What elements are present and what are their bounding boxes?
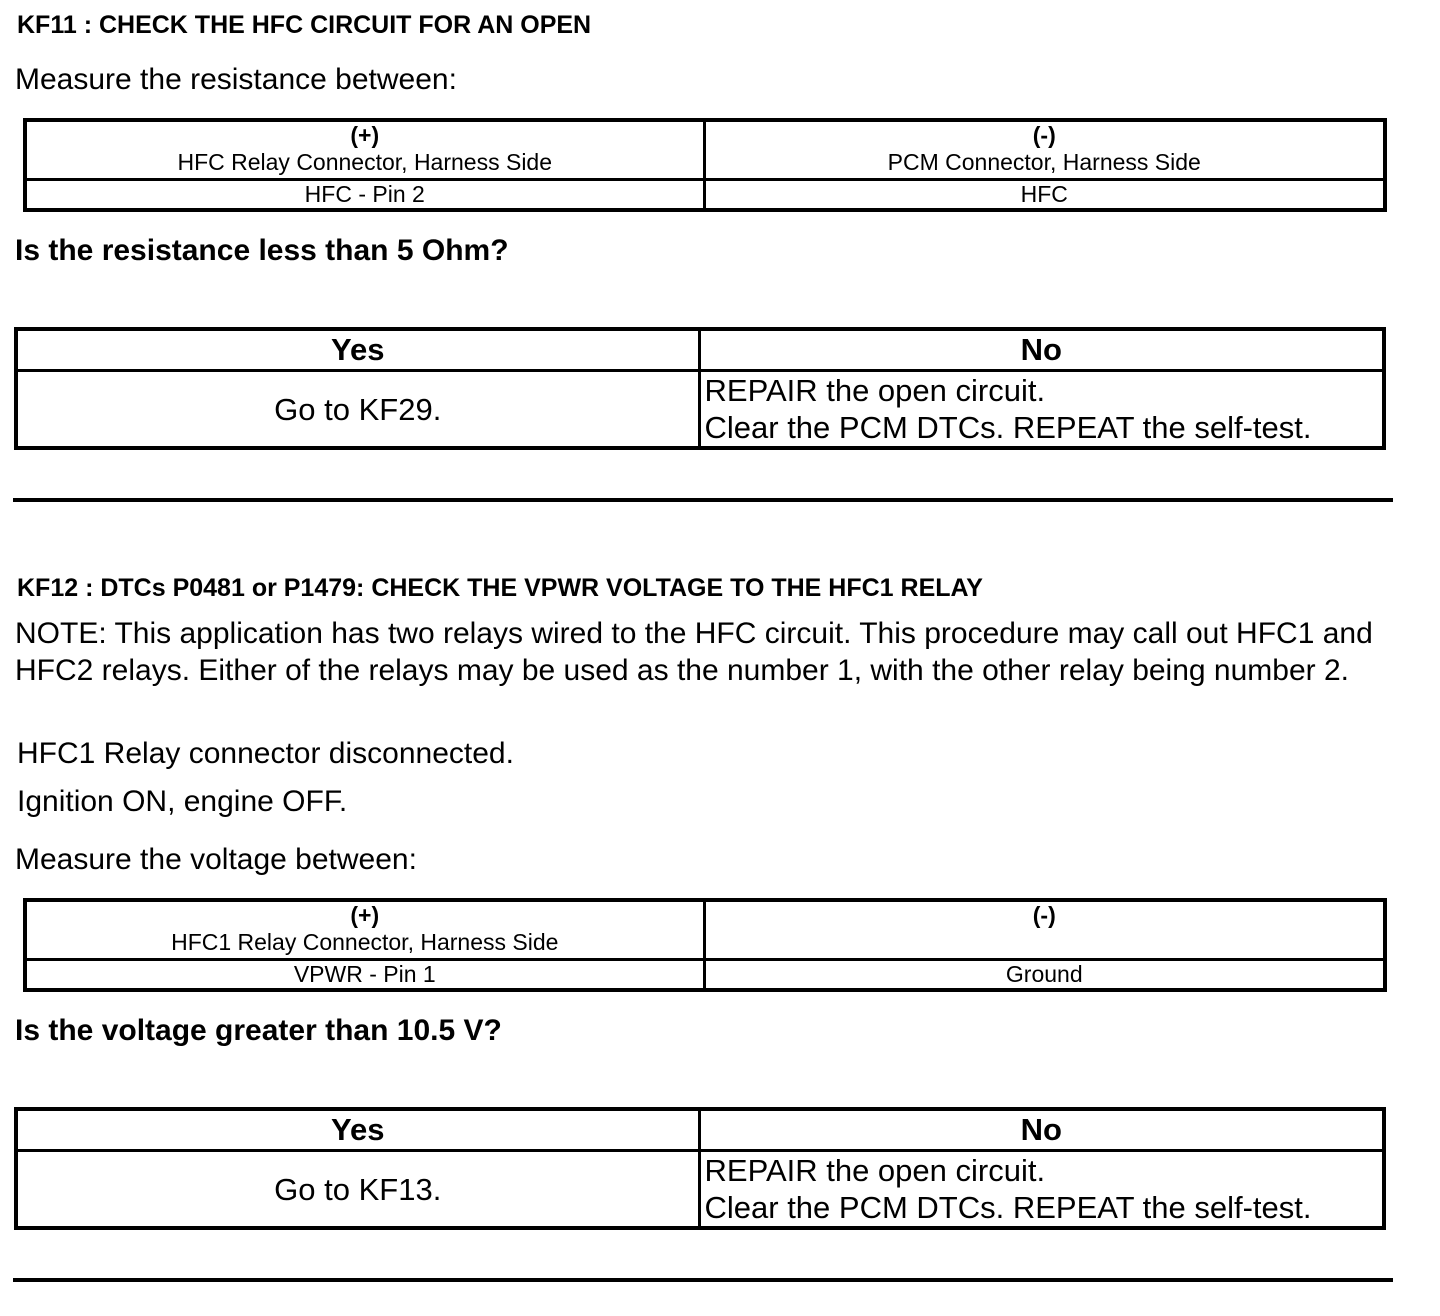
positive-pin-value: HFC - Pin 2	[25, 179, 704, 210]
result-header-row	[16, 329, 1384, 371]
measure-header-row	[25, 900, 1385, 959]
no-action-line2: Clear the PCM DTCs. REPEAT the self-test.	[704, 1190, 1312, 1225]
yes-action: Go to KF29.	[16, 371, 699, 449]
kf12-measure-table	[23, 898, 1387, 992]
no-action	[699, 371, 1384, 449]
kf12-step-ignition: Ignition ON, engine OFF.	[17, 785, 348, 818]
positive-connector-label: HFC1 Relay Connector, Harness Side	[171, 929, 559, 955]
kf11-measure-table	[23, 118, 1387, 212]
measure-value-row	[25, 959, 1385, 990]
kf12-question: Is the voltage greater than 10.5 V?	[15, 1014, 502, 1047]
result-action-row	[16, 1151, 1384, 1229]
negative-pin-value: HFC	[704, 179, 1385, 210]
no-action	[699, 1151, 1384, 1229]
no-action-line2: Clear the PCM DTCs. REPEAT the self-test.	[704, 410, 1312, 445]
no-header: No	[699, 1109, 1384, 1151]
measure-negative-header	[704, 900, 1385, 959]
no-header: No	[699, 329, 1384, 371]
kf12-instruction: Measure the voltage between:	[15, 843, 417, 876]
positive-symbol: (+)	[350, 902, 380, 928]
kf12-heading: KF12 : DTCs P0481 or P1479: CHECK THE VPWR VOLTAGE TO THE HFC1 RELAY	[17, 574, 983, 602]
section-divider	[13, 1278, 1393, 1282]
kf11-instruction: Measure the resistance between:	[15, 63, 457, 96]
no-action-line1: REPAIR the open circuit.	[704, 1153, 1046, 1188]
negative-connector-label: PCM Connector, Harness Side	[887, 149, 1201, 175]
negative-symbol: (-)	[1032, 902, 1056, 928]
result-action-row	[16, 371, 1384, 449]
negative-pin-value: Ground	[704, 959, 1385, 990]
yes-action: Go to KF13.	[16, 1151, 699, 1229]
kf11-heading: KF11 : CHECK THE HFC CIRCUIT FOR AN OPEN	[17, 11, 592, 39]
measure-positive-header	[25, 120, 704, 179]
kf12-result-table	[14, 1107, 1386, 1230]
kf11-result-table	[14, 327, 1386, 450]
kf12-step-connector: HFC1 Relay connector disconnected.	[17, 737, 514, 770]
result-header-row	[16, 1109, 1384, 1151]
kf12-note: NOTE: This application has two relays wired to the HFC circuit. This procedure may call out HFC1 and HFC2 relays. Either of the relays may be used as the number 1, with the other relay being number 2.	[15, 617, 1373, 687]
yes-header: Yes	[16, 1109, 699, 1151]
section-divider	[13, 498, 1393, 502]
no-action-line1: REPAIR the open circuit.	[704, 373, 1046, 408]
measure-positive-header	[25, 900, 704, 959]
measure-negative-header	[704, 120, 1385, 179]
positive-pin-value: VPWR - Pin 1	[25, 959, 704, 990]
measure-value-row	[25, 179, 1385, 210]
positive-connector-label: HFC Relay Connector, Harness Side	[177, 149, 553, 175]
yes-header: Yes	[16, 329, 699, 371]
positive-symbol: (+)	[350, 122, 380, 148]
measure-header-row	[25, 120, 1385, 179]
negative-symbol: (-)	[1032, 122, 1056, 148]
kf11-question: Is the resistance less than 5 Ohm?	[15, 234, 509, 267]
